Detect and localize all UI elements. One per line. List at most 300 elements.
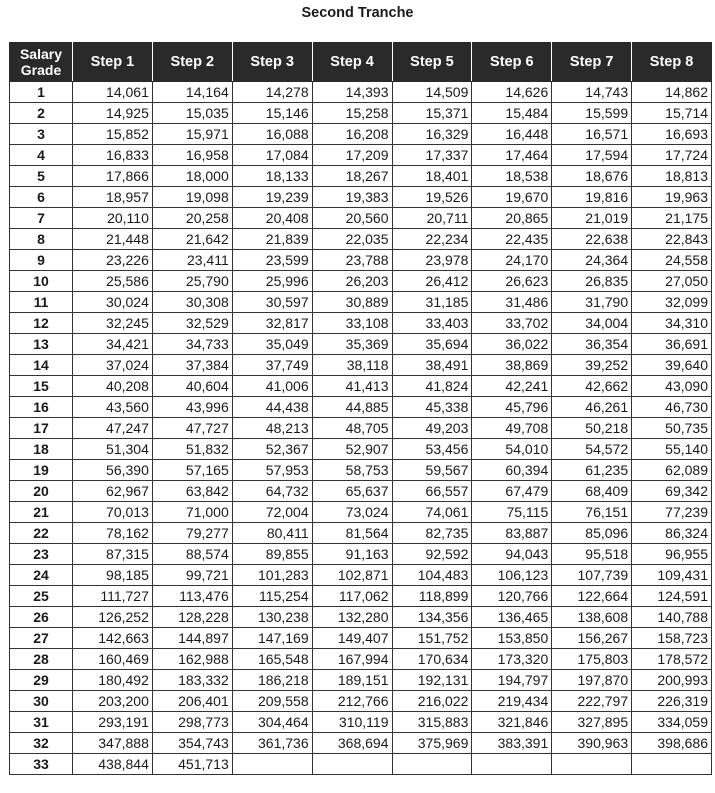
step-7-cell: 34,004 — [552, 313, 632, 334]
salary-schedule-table — [9, 42, 712, 775]
step-2-cell: 79,277 — [152, 523, 232, 544]
step-8-cell: 21,175 — [632, 208, 712, 229]
step-1-cell: 43,560 — [73, 397, 153, 418]
salary-grade-cell: 30 — [10, 691, 73, 712]
step-7-cell — [552, 754, 632, 775]
salary-grade-cell: 14 — [10, 355, 73, 376]
step-1-cell: 142,663 — [73, 628, 153, 649]
step-1-cell: 70,013 — [73, 502, 153, 523]
step-8-cell: 46,730 — [632, 397, 712, 418]
step-5-cell: 18,401 — [392, 166, 472, 187]
step-1-cell: 18,957 — [73, 187, 153, 208]
table-row — [10, 103, 712, 124]
step-4-cell: 132,280 — [312, 607, 392, 628]
step-7-cell: 14,743 — [552, 82, 632, 103]
step-3-cell: 186,218 — [232, 670, 312, 691]
step-3-cell: 21,839 — [232, 229, 312, 250]
salary-grade-cell: 29 — [10, 670, 73, 691]
step-4-cell: 38,118 — [312, 355, 392, 376]
step-1-cell: 25,586 — [73, 271, 153, 292]
step-7-cell: 175,803 — [552, 649, 632, 670]
salary-grade-cell: 17 — [10, 418, 73, 439]
step-8-cell: 62,089 — [632, 460, 712, 481]
step-1-cell: 40,208 — [73, 376, 153, 397]
step-4-cell: 81,564 — [312, 523, 392, 544]
table-row — [10, 565, 712, 586]
step-3-cell: 14,278 — [232, 82, 312, 103]
step-2-cell: 15,035 — [152, 103, 232, 124]
step-8-cell: 158,723 — [632, 628, 712, 649]
table-row — [10, 523, 712, 544]
step-3-cell: 304,464 — [232, 712, 312, 733]
step-8-cell: 16,693 — [632, 124, 712, 145]
step-6-cell: 20,865 — [472, 208, 552, 229]
table-row — [10, 607, 712, 628]
step-7-cell: 138,608 — [552, 607, 632, 628]
salary-grade-cell: 10 — [10, 271, 73, 292]
step-1-cell: 15,852 — [73, 124, 153, 145]
step-4-cell: 73,024 — [312, 502, 392, 523]
step-5-cell: 20,711 — [392, 208, 472, 229]
step-7-cell: 197,870 — [552, 670, 632, 691]
step-6-cell: 18,538 — [472, 166, 552, 187]
salary-grade-cell: 1 — [10, 82, 73, 103]
step-1-cell: 32,245 — [73, 313, 153, 334]
step-4-cell: 33,108 — [312, 313, 392, 334]
step-1-cell: 111,727 — [73, 586, 153, 607]
step-6-cell — [472, 754, 552, 775]
step-1-cell: 30,024 — [73, 292, 153, 313]
step-3-cell: 25,996 — [232, 271, 312, 292]
table-row — [10, 313, 712, 334]
step-5-cell: 17,337 — [392, 145, 472, 166]
step-2-cell: 34,733 — [152, 334, 232, 355]
step-2-cell: 30,308 — [152, 292, 232, 313]
salary-grade-cell: 21 — [10, 502, 73, 523]
step-3-cell — [232, 754, 312, 775]
step-5-cell: 134,356 — [392, 607, 472, 628]
salary-grade-cell: 2 — [10, 103, 73, 124]
step-5-cell: 216,022 — [392, 691, 472, 712]
step-8-cell: 50,735 — [632, 418, 712, 439]
table-row — [10, 691, 712, 712]
step-3-cell: 15,146 — [232, 103, 312, 124]
step-2-cell: 144,897 — [152, 628, 232, 649]
step-5-cell: 151,752 — [392, 628, 472, 649]
step-6-cell: 22,435 — [472, 229, 552, 250]
step-3-cell: 32,817 — [232, 313, 312, 334]
step-2-cell: 21,642 — [152, 229, 232, 250]
step-2-cell: 15,971 — [152, 124, 232, 145]
table-row — [10, 292, 712, 313]
step-3-cell: 165,548 — [232, 649, 312, 670]
step-5-cell: 53,456 — [392, 439, 472, 460]
step-6-cell: 16,448 — [472, 124, 552, 145]
salary-grade-cell: 25 — [10, 586, 73, 607]
step-6-cell: 15,484 — [472, 103, 552, 124]
step-5-cell: 19,526 — [392, 187, 472, 208]
step-8-cell: 14,862 — [632, 82, 712, 103]
step-6-cell: 49,708 — [472, 418, 552, 439]
step-1-cell: 438,844 — [73, 754, 153, 775]
step-7-cell: 95,518 — [552, 544, 632, 565]
step-5-cell: 16,329 — [392, 124, 472, 145]
column-header-step-7: Step 7 — [552, 43, 632, 82]
step-2-cell: 354,743 — [152, 733, 232, 754]
step-4-cell: 117,062 — [312, 586, 392, 607]
step-6-cell: 54,010 — [472, 439, 552, 460]
step-2-cell: 40,604 — [152, 376, 232, 397]
step-4-cell: 16,208 — [312, 124, 392, 145]
step-5-cell: 38,491 — [392, 355, 472, 376]
table-row — [10, 187, 712, 208]
step-6-cell: 17,464 — [472, 145, 552, 166]
step-3-cell: 89,855 — [232, 544, 312, 565]
table-row — [10, 502, 712, 523]
step-4-cell: 30,889 — [312, 292, 392, 313]
step-7-cell: 21,019 — [552, 208, 632, 229]
table-row — [10, 754, 712, 775]
step-3-cell: 23,599 — [232, 250, 312, 271]
step-8-cell: 109,431 — [632, 565, 712, 586]
step-4-cell: 26,203 — [312, 271, 392, 292]
table-row — [10, 649, 712, 670]
step-8-cell: 398,686 — [632, 733, 712, 754]
step-1-cell: 16,833 — [73, 145, 153, 166]
page-title: Second Tranche — [301, 5, 414, 21]
salary-grade-header-line1: Salary — [19, 46, 63, 62]
salary-grade-cell: 24 — [10, 565, 73, 586]
step-6-cell: 26,623 — [472, 271, 552, 292]
step-4-cell: 102,871 — [312, 565, 392, 586]
step-1-cell: 347,888 — [73, 733, 153, 754]
column-header-salary-grade — [10, 43, 73, 82]
table-body — [10, 82, 712, 775]
step-7-cell: 54,572 — [552, 439, 632, 460]
table-row — [10, 397, 712, 418]
salary-grade-cell: 3 — [10, 124, 73, 145]
step-8-cell: 43,090 — [632, 376, 712, 397]
table-row — [10, 544, 712, 565]
table-row — [10, 166, 712, 187]
step-3-cell: 18,133 — [232, 166, 312, 187]
table-row — [10, 712, 712, 733]
step-5-cell: 192,131 — [392, 670, 472, 691]
step-4-cell: 23,788 — [312, 250, 392, 271]
step-7-cell: 39,252 — [552, 355, 632, 376]
step-7-cell: 76,151 — [552, 502, 632, 523]
step-1-cell: 34,421 — [73, 334, 153, 355]
step-7-cell: 36,354 — [552, 334, 632, 355]
step-1-cell: 78,162 — [73, 523, 153, 544]
step-2-cell: 18,000 — [152, 166, 232, 187]
salary-grade-cell: 7 — [10, 208, 73, 229]
step-4-cell: 149,407 — [312, 628, 392, 649]
step-5-cell: 45,338 — [392, 397, 472, 418]
step-8-cell: 226,319 — [632, 691, 712, 712]
column-header-step-5: Step 5 — [392, 43, 472, 82]
step-4-cell: 19,383 — [312, 187, 392, 208]
step-6-cell: 14,626 — [472, 82, 552, 103]
step-6-cell: 38,869 — [472, 355, 552, 376]
salary-grade-cell: 5 — [10, 166, 73, 187]
step-4-cell: 310,119 — [312, 712, 392, 733]
step-1-cell: 87,315 — [73, 544, 153, 565]
table-row — [10, 229, 712, 250]
step-7-cell: 22,638 — [552, 229, 632, 250]
step-5-cell: 118,899 — [392, 586, 472, 607]
table-header-row — [10, 43, 712, 82]
step-8-cell: 17,724 — [632, 145, 712, 166]
salary-grade-header-line2: Grade — [20, 62, 62, 78]
step-2-cell: 128,228 — [152, 607, 232, 628]
step-1-cell: 51,304 — [73, 439, 153, 460]
step-7-cell: 18,676 — [552, 166, 632, 187]
step-5-cell: 41,824 — [392, 376, 472, 397]
step-5-cell: 315,883 — [392, 712, 472, 733]
step-1-cell: 160,469 — [73, 649, 153, 670]
step-1-cell: 14,061 — [73, 82, 153, 103]
step-7-cell: 50,218 — [552, 418, 632, 439]
step-8-cell: 24,558 — [632, 250, 712, 271]
salary-grade-cell: 15 — [10, 376, 73, 397]
step-7-cell: 46,261 — [552, 397, 632, 418]
step-6-cell: 24,170 — [472, 250, 552, 271]
step-5-cell: 92,592 — [392, 544, 472, 565]
step-6-cell: 31,486 — [472, 292, 552, 313]
salary-grade-cell: 22 — [10, 523, 73, 544]
step-2-cell: 25,790 — [152, 271, 232, 292]
step-1-cell: 126,252 — [73, 607, 153, 628]
step-1-cell: 293,191 — [73, 712, 153, 733]
step-7-cell: 19,816 — [552, 187, 632, 208]
step-1-cell: 17,866 — [73, 166, 153, 187]
step-3-cell: 57,953 — [232, 460, 312, 481]
step-2-cell: 51,832 — [152, 439, 232, 460]
step-2-cell: 99,721 — [152, 565, 232, 586]
step-3-cell: 20,408 — [232, 208, 312, 229]
step-5-cell: 104,483 — [392, 565, 472, 586]
table-row — [10, 334, 712, 355]
step-8-cell: 96,955 — [632, 544, 712, 565]
step-7-cell: 16,571 — [552, 124, 632, 145]
step-1-cell: 180,492 — [73, 670, 153, 691]
step-5-cell: 33,403 — [392, 313, 472, 334]
table-row — [10, 376, 712, 397]
step-4-cell: 189,151 — [312, 670, 392, 691]
step-7-cell: 61,235 — [552, 460, 632, 481]
column-header-step-1: Step 1 — [73, 43, 153, 82]
step-8-cell: 32,099 — [632, 292, 712, 313]
salary-grade-cell: 12 — [10, 313, 73, 334]
step-5-cell: 15,371 — [392, 103, 472, 124]
step-6-cell: 94,043 — [472, 544, 552, 565]
step-8-cell: 69,342 — [632, 481, 712, 502]
step-8-cell: 39,640 — [632, 355, 712, 376]
salary-grade-cell: 8 — [10, 229, 73, 250]
table-row — [10, 733, 712, 754]
step-5-cell: 49,203 — [392, 418, 472, 439]
step-6-cell: 83,887 — [472, 523, 552, 544]
step-2-cell: 71,000 — [152, 502, 232, 523]
step-6-cell: 67,479 — [472, 481, 552, 502]
step-7-cell: 31,790 — [552, 292, 632, 313]
step-7-cell: 122,664 — [552, 586, 632, 607]
table-row — [10, 628, 712, 649]
step-8-cell: 19,963 — [632, 187, 712, 208]
step-1-cell: 203,200 — [73, 691, 153, 712]
salary-grade-cell: 33 — [10, 754, 73, 775]
step-3-cell: 16,088 — [232, 124, 312, 145]
step-5-cell: 22,234 — [392, 229, 472, 250]
step-8-cell: 55,140 — [632, 439, 712, 460]
step-3-cell: 130,238 — [232, 607, 312, 628]
step-2-cell: 16,958 — [152, 145, 232, 166]
salary-grade-cell: 11 — [10, 292, 73, 313]
step-1-cell: 47,247 — [73, 418, 153, 439]
step-2-cell: 37,384 — [152, 355, 232, 376]
step-4-cell: 41,413 — [312, 376, 392, 397]
step-1-cell: 14,925 — [73, 103, 153, 124]
salary-grade-cell: 32 — [10, 733, 73, 754]
table-row — [10, 82, 712, 103]
step-1-cell: 62,967 — [73, 481, 153, 502]
step-4-cell: 52,907 — [312, 439, 392, 460]
salary-grade-cell: 31 — [10, 712, 73, 733]
step-3-cell: 72,004 — [232, 502, 312, 523]
step-2-cell: 43,996 — [152, 397, 232, 418]
step-6-cell: 45,796 — [472, 397, 552, 418]
step-6-cell: 194,797 — [472, 670, 552, 691]
step-1-cell: 56,390 — [73, 460, 153, 481]
step-5-cell: 82,735 — [392, 523, 472, 544]
step-4-cell: 91,163 — [312, 544, 392, 565]
column-header-step-2: Step 2 — [152, 43, 232, 82]
step-5-cell: 14,509 — [392, 82, 472, 103]
step-2-cell: 19,098 — [152, 187, 232, 208]
step-4-cell: 58,753 — [312, 460, 392, 481]
step-7-cell: 15,599 — [552, 103, 632, 124]
step-3-cell: 30,597 — [232, 292, 312, 313]
step-7-cell: 17,594 — [552, 145, 632, 166]
step-4-cell: 368,694 — [312, 733, 392, 754]
table-row — [10, 460, 712, 481]
step-4-cell: 167,994 — [312, 649, 392, 670]
step-1-cell: 37,024 — [73, 355, 153, 376]
step-6-cell: 173,320 — [472, 649, 552, 670]
step-4-cell: 17,209 — [312, 145, 392, 166]
step-8-cell: 18,813 — [632, 166, 712, 187]
salary-grade-cell: 23 — [10, 544, 73, 565]
salary-grade-cell: 18 — [10, 439, 73, 460]
step-3-cell: 147,169 — [232, 628, 312, 649]
step-7-cell: 327,895 — [552, 712, 632, 733]
step-8-cell: 124,591 — [632, 586, 712, 607]
step-6-cell: 75,115 — [472, 502, 552, 523]
step-2-cell: 57,165 — [152, 460, 232, 481]
table-row — [10, 586, 712, 607]
step-2-cell: 20,258 — [152, 208, 232, 229]
step-2-cell: 32,529 — [152, 313, 232, 334]
step-2-cell: 206,401 — [152, 691, 232, 712]
step-6-cell: 383,391 — [472, 733, 552, 754]
step-4-cell: 44,885 — [312, 397, 392, 418]
salary-grade-cell: 4 — [10, 145, 73, 166]
step-7-cell: 85,096 — [552, 523, 632, 544]
salary-grade-cell: 19 — [10, 460, 73, 481]
salary-grade-cell: 13 — [10, 334, 73, 355]
step-6-cell: 42,241 — [472, 376, 552, 397]
step-6-cell: 36,022 — [472, 334, 552, 355]
step-6-cell: 106,123 — [472, 565, 552, 586]
step-3-cell: 37,749 — [232, 355, 312, 376]
step-7-cell: 107,739 — [552, 565, 632, 586]
step-2-cell: 298,773 — [152, 712, 232, 733]
step-1-cell: 20,110 — [73, 208, 153, 229]
step-3-cell: 361,736 — [232, 733, 312, 754]
table-row — [10, 439, 712, 460]
step-5-cell: 170,634 — [392, 649, 472, 670]
step-3-cell: 44,438 — [232, 397, 312, 418]
step-6-cell: 60,394 — [472, 460, 552, 481]
step-2-cell: 23,411 — [152, 250, 232, 271]
step-6-cell: 19,670 — [472, 187, 552, 208]
step-2-cell: 183,332 — [152, 670, 232, 691]
column-header-step-6: Step 6 — [472, 43, 552, 82]
step-3-cell: 19,239 — [232, 187, 312, 208]
salary-grade-cell: 20 — [10, 481, 73, 502]
step-3-cell: 64,732 — [232, 481, 312, 502]
table-row — [10, 670, 712, 691]
table-row — [10, 418, 712, 439]
step-5-cell: 31,185 — [392, 292, 472, 313]
step-2-cell: 14,164 — [152, 82, 232, 103]
step-3-cell: 115,254 — [232, 586, 312, 607]
salary-grade-cell: 28 — [10, 649, 73, 670]
step-1-cell: 98,185 — [73, 565, 153, 586]
step-2-cell: 63,842 — [152, 481, 232, 502]
column-header-step-4: Step 4 — [312, 43, 392, 82]
column-header-step-8: Step 8 — [632, 43, 712, 82]
step-5-cell: 26,412 — [392, 271, 472, 292]
step-4-cell: 20,560 — [312, 208, 392, 229]
step-1-cell: 21,448 — [73, 229, 153, 250]
step-4-cell: 18,267 — [312, 166, 392, 187]
step-8-cell: 200,993 — [632, 670, 712, 691]
step-8-cell: 22,843 — [632, 229, 712, 250]
step-4-cell: 15,258 — [312, 103, 392, 124]
step-5-cell: 74,061 — [392, 502, 472, 523]
step-2-cell: 88,574 — [152, 544, 232, 565]
step-8-cell: 178,572 — [632, 649, 712, 670]
step-7-cell: 42,662 — [552, 376, 632, 397]
step-7-cell: 68,409 — [552, 481, 632, 502]
step-7-cell: 26,835 — [552, 271, 632, 292]
step-3-cell: 52,367 — [232, 439, 312, 460]
step-8-cell: 15,714 — [632, 103, 712, 124]
step-3-cell: 35,049 — [232, 334, 312, 355]
step-6-cell: 136,465 — [472, 607, 552, 628]
table-row — [10, 355, 712, 376]
salary-grade-cell: 27 — [10, 628, 73, 649]
column-header-step-3: Step 3 — [232, 43, 312, 82]
step-2-cell: 47,727 — [152, 418, 232, 439]
table-row — [10, 271, 712, 292]
step-8-cell: 36,691 — [632, 334, 712, 355]
step-8-cell: 77,239 — [632, 502, 712, 523]
step-6-cell: 153,850 — [472, 628, 552, 649]
step-5-cell: 35,694 — [392, 334, 472, 355]
